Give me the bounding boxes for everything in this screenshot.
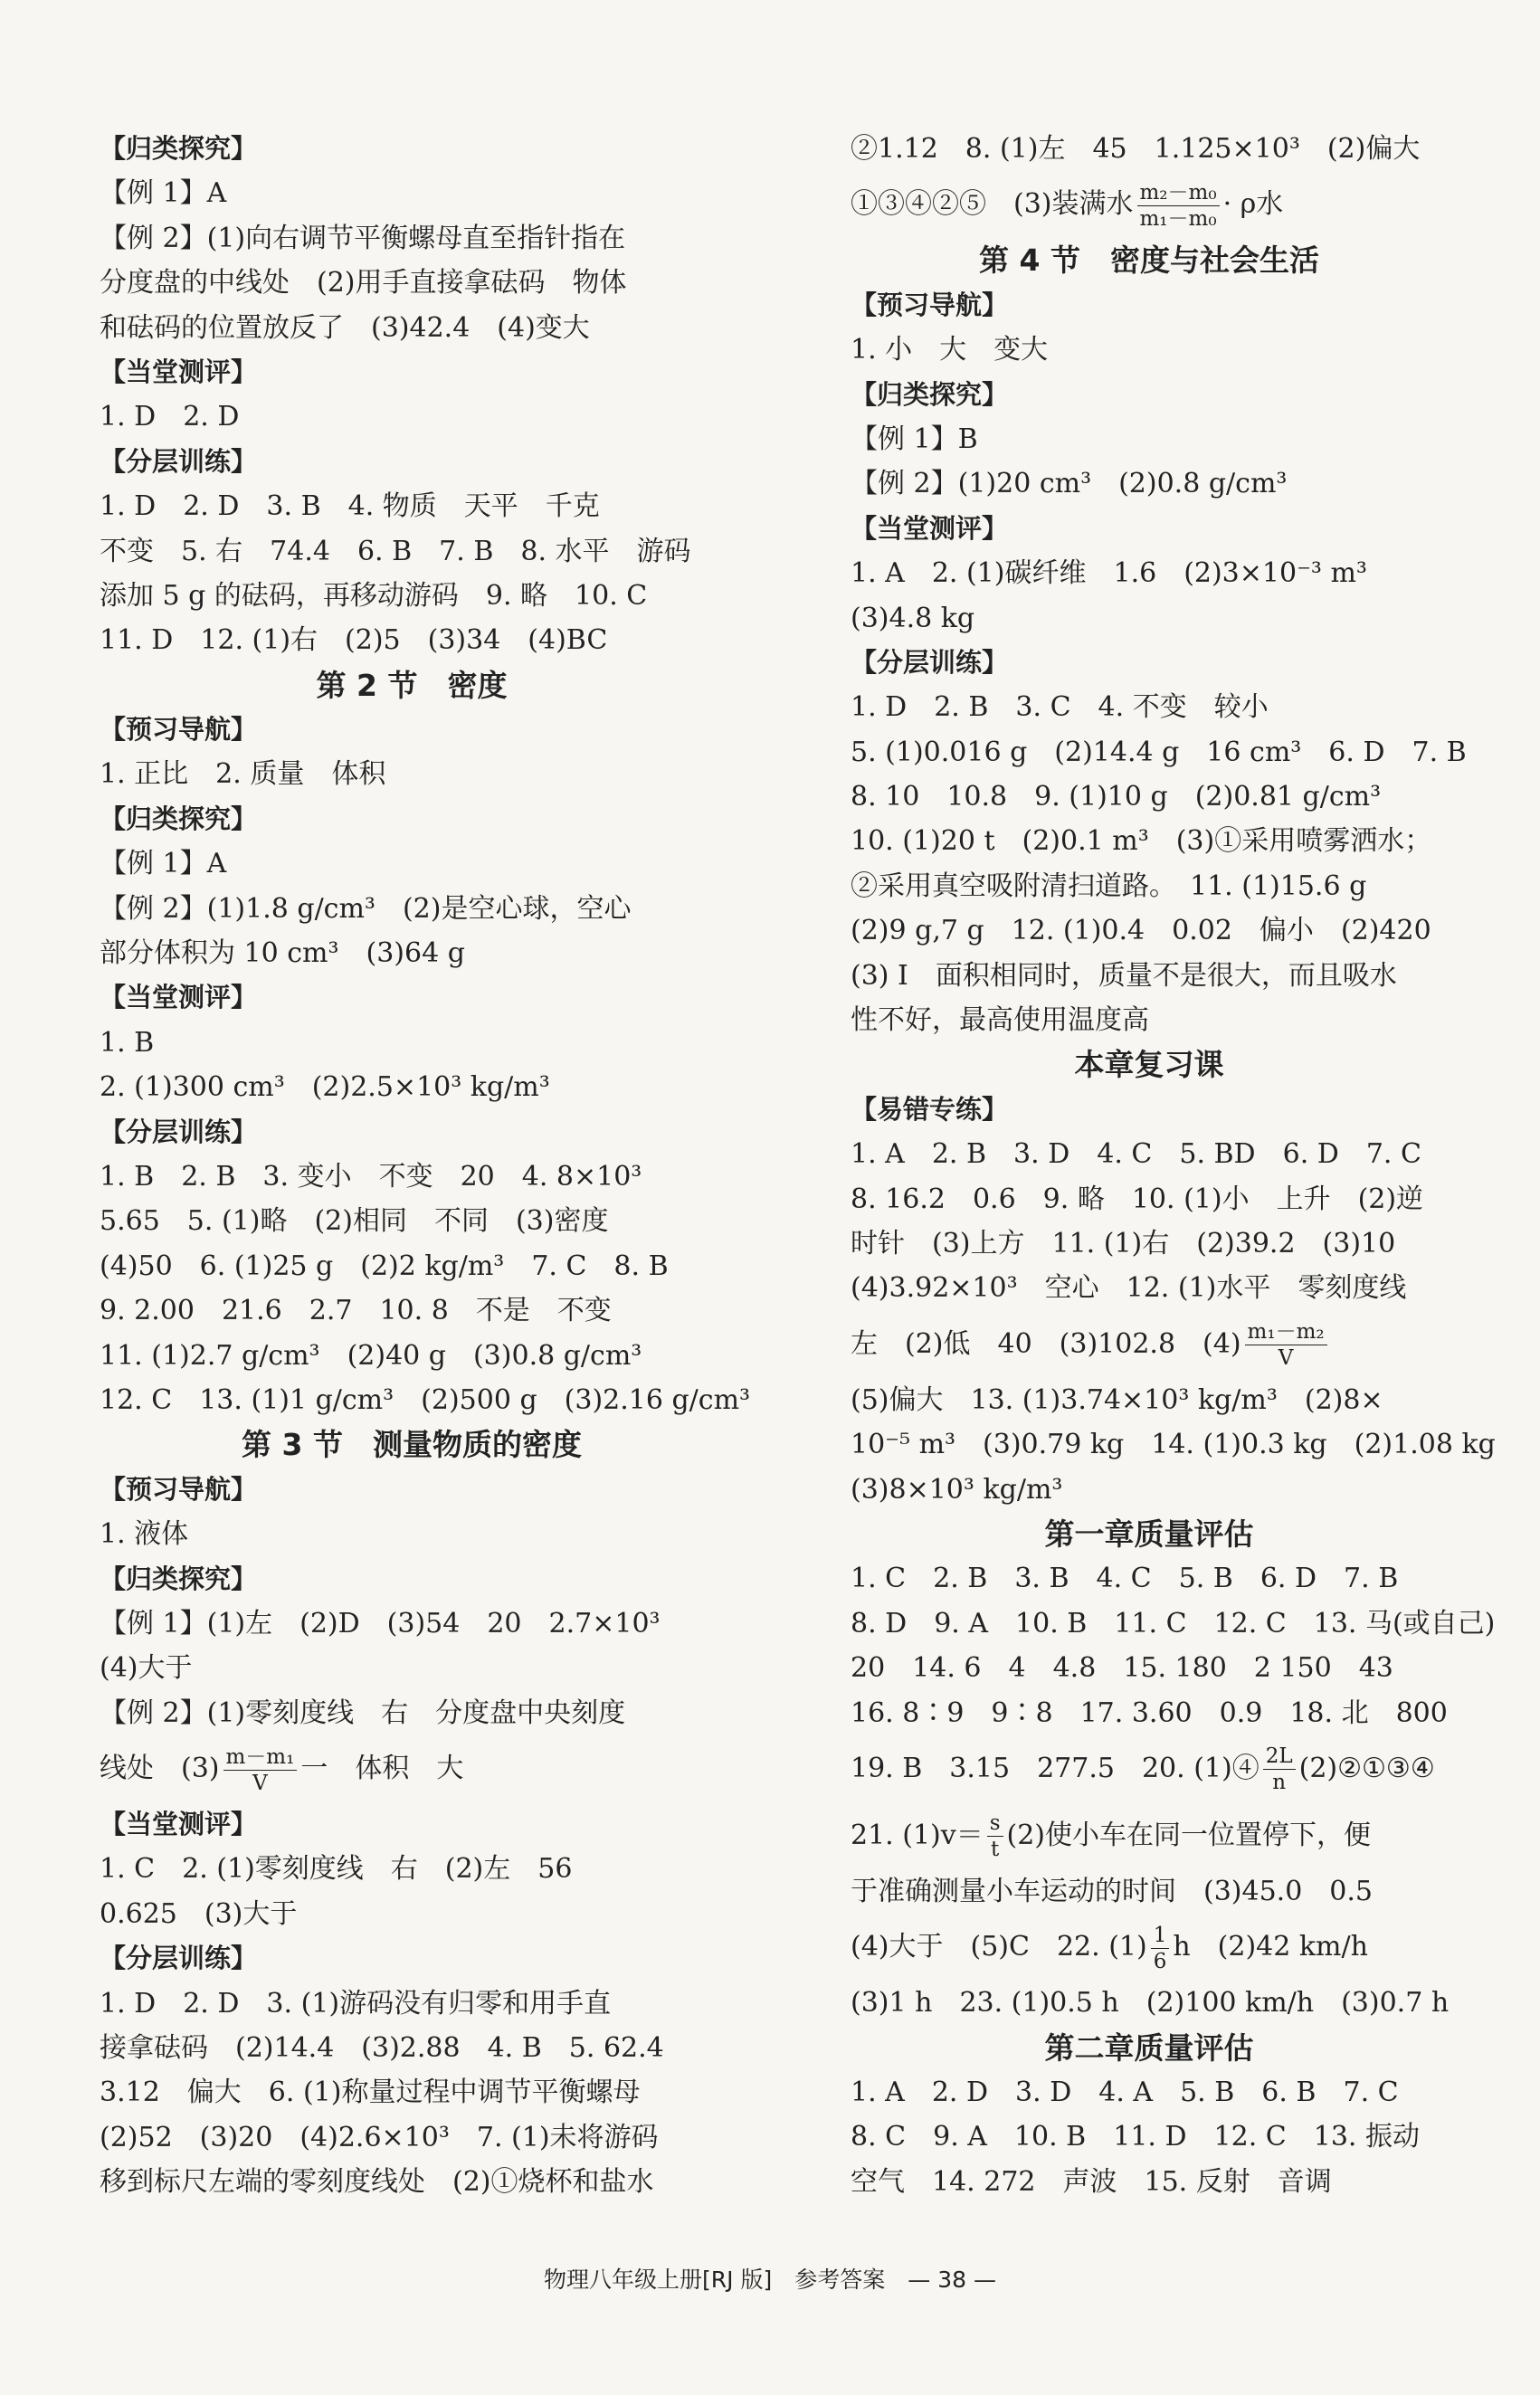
answer-line: 性不好，最高使用温度高 [851,1004,1149,1037]
answer-text: (2)②①③④ [1298,1752,1435,1784]
section-tag: 【预习导航】 [100,1473,258,1505]
fraction [1245,1319,1327,1371]
answer-line: 0.625 (3)大于 [100,1897,298,1930]
answer-line: 5.65 5. (1)略 (2)相同 不同 (3)密度 [100,1205,609,1238]
answer-line: 1. C 2. B 3. B 4. C 5. B 6. D 7. B [851,1563,1399,1595]
section-tag: 【当堂测评】 [851,512,1009,544]
section-heading: 第 3 节 测量物质的密度 [242,1427,582,1463]
answer-line: 空气 14. 272 声波 15. 反射 音调 [851,2165,1332,2198]
answer-line: (3)4.8 kg [851,602,975,634]
answer-line: 10⁻⁵ m³ (3)0.79 kg 14. (1)0.3 kg (2)1.08 kg [851,1429,1496,1461]
answer-line: 8. C 9. A 10. B 11. D 12. C 13. 振动 [851,2121,1420,2153]
section-heading: 第二章质量评估 [1044,2029,1254,2066]
section-tag: 【归类探究】 [100,1563,258,1594]
page-footer: 物理八年级上册[RJ 版] 参考答案 — 38 — [544,2267,996,2293]
answer-line: 1. D 2. D [100,401,240,433]
fraction-denominator: V [252,1771,268,1795]
answer-line: 16. 8∶9 9∶8 17. 3.60 0.9 18. 北 800 [851,1696,1448,1729]
answer-line: 8. 16.2 0.6 9. 略 10. (1)小 上升 (2)逆 [851,1183,1424,1215]
answer-line: 1. B [100,1026,155,1059]
answer-line: 9. 2.00 21.6 2.7 10. 8 不是 不变 [100,1295,612,1327]
answer-line: 5. (1)0.016 g (2)14.4 g 16 cm³ 6. D 7. B [851,736,1467,768]
answer-line: 【例 2】(1)零刻度线 右 分度盘中央刻度 [100,1696,626,1729]
answer-line-with-fraction [851,1802,1448,1869]
answer-text: (2)使小车在同一位置停下，便 [1006,1819,1372,1851]
answer-line: 不变 5. 右 74.4 6. B 7. B 8. 水平 游码 [100,535,691,567]
answer-line: 1. A 2. (1)碳纤维 1.6 (2)3×10⁻³ m³ [851,557,1367,590]
answer-line: 部分体积为 10 cm³ (3)64 g [100,937,465,970]
answer-line: 8. D 9. A 10. B 11. C 12. C 13. 马(或自己) [851,1607,1496,1639]
answer-line: 8. 10 10.8 9. (1)10 g (2)0.81 g/cm³ [851,781,1382,813]
answer-line: 【例 2】(1)1.8 g/cm³ (2)是空心球，空心 [100,892,632,925]
answer-line: 20 14. 6 4 4.8 15. 180 2 150 43 [851,1652,1393,1685]
answer-text: · ρ水 [1222,188,1284,221]
fraction [223,1744,298,1796]
fraction-denominator: 6 [1153,1949,1167,1973]
answer-line: 【例 1】A [100,177,227,210]
answer-line: 【例 2】(1)向右调节平衡螺母直至指针指在 [100,222,626,254]
section-tag: 【分层训练】 [100,1116,258,1147]
fraction [1151,1923,1170,1974]
answer-line: 1. A 2. B 3. D 4. C 5. BD 6. D 7. C [851,1138,1421,1171]
answer-line: 分度盘的中线处 (2)用手直接拿砝码 物体 [100,267,627,299]
answer-line-with-fraction [851,1735,1448,1802]
fraction-numerator: 1 [1151,1923,1170,1949]
fraction-numerator: m－m₁ [223,1744,298,1771]
answer-text: 21. (1)v＝ [851,1819,984,1851]
section-heading: 第一章质量评估 [1044,1516,1254,1552]
answer-line: 1. D 2. B 3. C 4. 不变 较小 [851,691,1269,724]
answer-line: 时针 (3)上方 11. (1)右 (2)39.2 (3)10 [851,1227,1396,1259]
section-tag: 【当堂测评】 [100,982,258,1013]
section-tag: 【当堂测评】 [100,356,258,387]
answer-line: 接拿砝码 (2)14.4 (3)2.88 4. B 5. 62.4 [100,2032,664,2065]
answer-line: 移到标尺左端的零刻度线处 (2)①烧杯和盐水 [100,2166,654,2199]
answer-line: 1. C 2. (1)零刻度线 右 (2)左 56 [100,1853,573,1886]
section-tag: 【归类探究】 [100,133,258,164]
section-heading: 第 2 节 密度 [316,667,508,703]
section-heading: 第 4 节 密度与社会生活 [979,242,1319,279]
answer-text: 线处 (3) [100,1753,220,1785]
right-column [851,127,1496,2204]
fraction-denominator: m₁－m₀ [1139,206,1217,231]
answer-line: 1. D 2. D 3. B 4. 物质 天平 千克 [100,490,600,523]
fraction [1137,180,1220,232]
section-heading: 本章复习课 [1074,1047,1224,1083]
answer-text: 一 体积 大 [300,1753,464,1785]
left-column [100,127,751,2205]
section-tag: 【当堂测评】 [100,1809,258,1840]
section-tag: 【分层训练】 [100,1943,258,1974]
answer-line: 1. D 2. D 3. (1)游码没有归零和用手直 [100,1987,612,2020]
answer-line: 2. (1)300 cm³ (2)2.5×10³ kg/m³ [100,1071,550,1104]
answer-line: 10. (1)20 t (2)0.1 m³ (3)①采用喷雾洒水； [851,825,1432,858]
answer-line: 12. C 13. (1)1 g/cm³ (2)500 g (3)2.16 g/cm³ [100,1383,751,1416]
answer-line: ②1.12 8. (1)左 45 1.125×10³ (2)偏大 [851,133,1421,165]
answer-line: 3.12 偏大 6. (1)称量过程中调节平衡螺母 [100,2077,641,2109]
fraction [987,1811,1003,1862]
fraction-numerator: 2L [1263,1744,1296,1770]
answer-line: (4)50 6. (1)25 g (2)2 kg/m³ 7. C 8. B [100,1250,669,1282]
fraction-denominator: t [990,1838,1000,1862]
answer-line: (2)9 g,7 g 12. (1)0.4 0.02 偏小 (2)420 [851,915,1431,947]
section-tag: 【分层训练】 [100,445,258,477]
fraction [1263,1744,1296,1795]
answer-text: 19. B 3.15 277.5 20. (1)④ [851,1752,1260,1784]
fraction-numerator: m₂－m₀ [1137,180,1220,206]
answer-line: 1. 正比 2. 质量 体积 [100,758,386,791]
answer-line: 11. D 12. (1)右 (2)5 (3)34 (4)BC [100,624,608,657]
answer-line: 【例 1】A [100,848,227,880]
fraction-denominator: V [1278,1346,1294,1371]
answer-line: 和砝码的位置放反了 (3)42.4 (4)变大 [100,311,590,344]
answer-line: (3)8×10³ kg/m³ [851,1473,1063,1506]
answer-line: (3)1 h 23. (1)0.5 h (2)100 km/h (3)0.7 h [851,1987,1450,2020]
answer-line: 添加 5 g 的砝码，再移动游码 9. 略 10. C [100,579,648,612]
answer-line: 1. 液体 [100,1518,189,1551]
answer-text: (4)大于 (5)C 22. (1) [851,1931,1147,1963]
section-tag: 【分层训练】 [851,646,1009,678]
answer-line-with-fraction [851,1311,1448,1378]
answer-line: (4)3.92×10³ 空心 12. (1)水平 零刻度线 [851,1272,1407,1305]
answer-line: (4)大于 [100,1652,193,1685]
answer-text: h (2)42 km/h [1173,1931,1368,1963]
answer-line-with-fraction [851,1914,1448,1981]
section-tag: 【预习导航】 [851,289,1009,320]
section-tag: 【归类探究】 [100,803,258,834]
section-tag: 【易错专练】 [851,1093,1009,1125]
answer-line: 【例 1】(1)左 (2)D (3)54 20 2.7×10³ [100,1607,661,1639]
answer-line: 【例 1】B [851,423,978,455]
answer-line-with-fraction [851,171,1448,238]
answer-line: ②采用真空吸附清扫道路。 11. (1)15.6 g [851,870,1367,902]
answer-line: (3) Ⅰ 面积相同时，质量不是很大，而且吸水 [851,959,1397,992]
answer-line: (2)52 (3)20 (4)2.6×10³ 7. (1)未将游码 [100,2121,659,2153]
answer-line: 【例 2】(1)20 cm³ (2)0.8 g/cm³ [851,468,1288,500]
section-tag: 【预习导航】 [100,714,258,746]
answer-line-with-fraction [100,1735,724,1802]
answer-text: 左 (2)低 40 (3)102.8 (4) [851,1327,1241,1360]
section-tag: 【归类探究】 [851,378,1009,410]
answer-line: 1. A 2. D 3. D 4. A 5. B 6. B 7. C [851,2077,1399,2109]
answer-text: ①③④②⑤ (3)装满水 [851,188,1134,221]
answer-line: (5)偏大 13. (1)3.74×10³ kg/m³ (2)8× [851,1383,1383,1416]
fraction-numerator: s [987,1811,1003,1837]
answer-line: 1. 小 大 变大 [851,334,1049,366]
fraction-numerator: m₁－m₂ [1245,1319,1327,1345]
answer-line: 1. B 2. B 3. 变小 不变 20 4. 8×10³ [100,1160,642,1193]
fraction-denominator: n [1272,1771,1287,1795]
answer-line: 11. (1)2.7 g/cm³ (2)40 g (3)0.8 g/cm³ [100,1339,642,1372]
answer-line: 于准确测量小车运动的时间 (3)45.0 0.5 [851,1875,1374,1907]
